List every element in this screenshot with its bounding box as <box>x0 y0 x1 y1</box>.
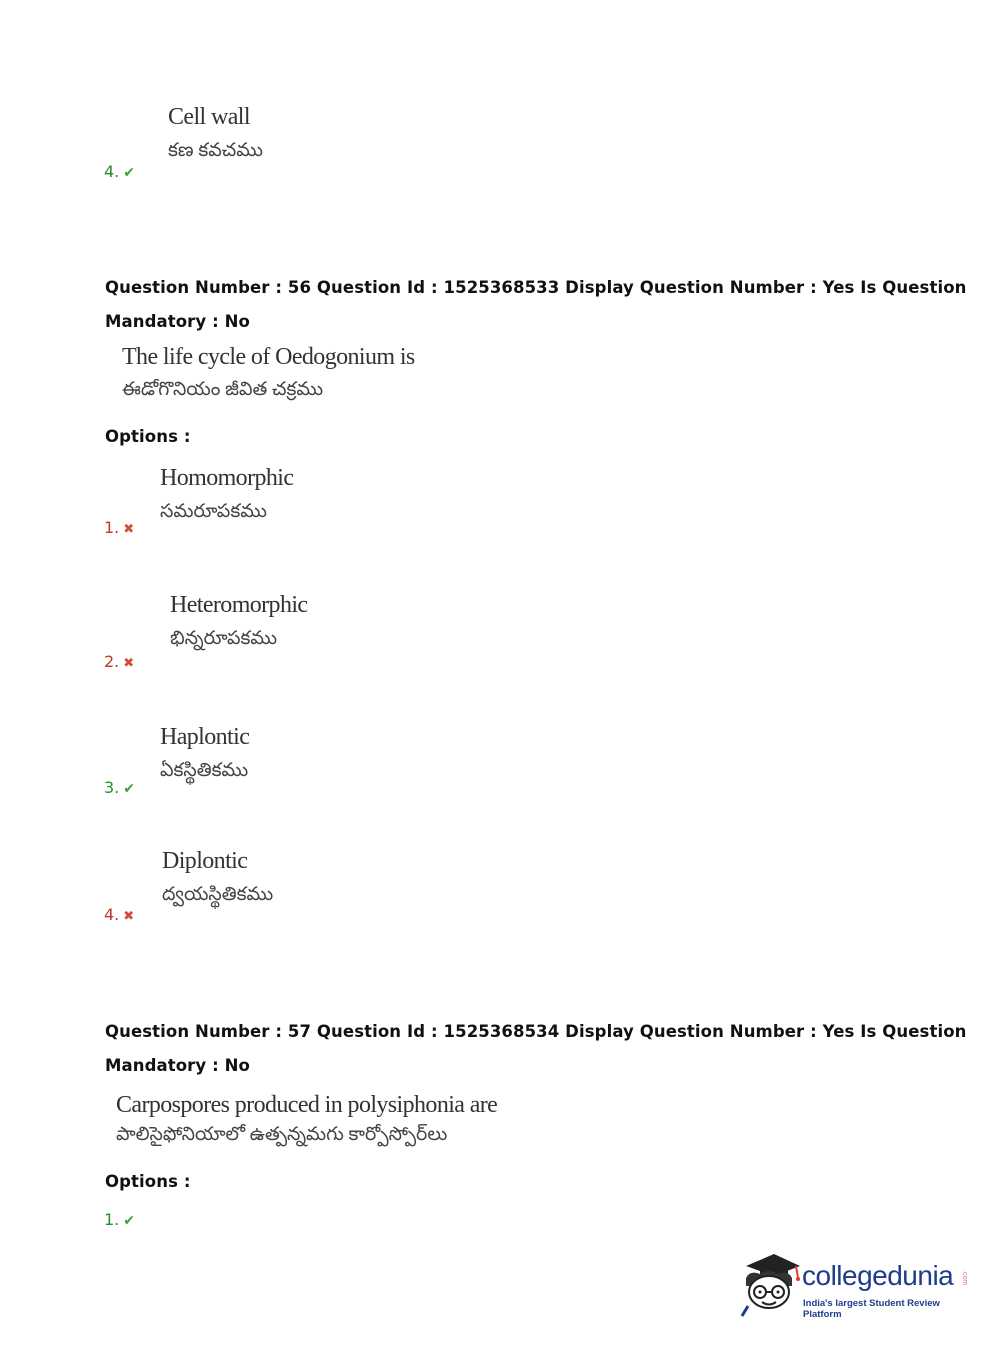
question-57-text-telugu: పాలిసైఫోనియాలో ఉత్పన్నమగు కార్పోస్పోర్‌లు <box>116 1124 448 1145</box>
q56-option-3-telugu: ఏకస్థితికము <box>160 760 249 781</box>
q56-option-2-english: Heteromorphic <box>170 592 308 618</box>
q56-option-2-number: 2. ✖ <box>104 652 135 671</box>
question-56-text-telugu: ఈడోగొనియం జీవిత చక్రము <box>122 379 324 400</box>
prev-option-4-english: Cell wall <box>168 104 250 130</box>
q56-option-3-english: Haplontic <box>160 724 250 750</box>
question-57-mandatory: Mandatory : No <box>105 1056 250 1075</box>
q56-option-4-number: 4. ✖ <box>104 905 135 924</box>
check-icon: ✔ <box>123 165 135 181</box>
q56-option-2-telugu: భిన్నరూపకము <box>170 628 278 649</box>
collegedunia-logo <box>738 1248 978 1322</box>
prev-option-4-telugu: కణ కవచము <box>168 140 263 161</box>
question-56-header: Question Number : 56 Question Id : 1525368533 Display Question Number : Yes Is Question <box>105 278 967 297</box>
q57-option-1-number: 1. ✔ <box>104 1210 135 1229</box>
cross-icon: ✖ <box>123 522 135 537</box>
q56-option-1-telugu: సమరూపకము <box>160 501 267 522</box>
question-56-mandatory: Mandatory : No <box>105 312 250 331</box>
q56-option-4-english: Diplontic <box>162 848 248 874</box>
check-icon: ✔ <box>123 781 135 797</box>
cross-icon: ✖ <box>123 656 135 671</box>
q56-option-1-number: 1. ✖ <box>104 518 135 537</box>
check-icon: ✔ <box>123 1213 135 1229</box>
question-57-text-english: Carpospores produced in polysiphonia are <box>116 1092 498 1118</box>
q56-option-4-telugu: ద్వయస్థితికము <box>162 884 274 905</box>
logo-name: collegedunia <box>802 1260 954 1291</box>
q56-option-1-english: Homomorphic <box>160 465 294 491</box>
mascot-icon <box>738 1248 802 1318</box>
logo-tagline: India's largest Student Review Platform <box>803 1298 940 1320</box>
cross-icon: ✖ <box>123 909 135 924</box>
question-57-options-label: Options : <box>105 1172 191 1191</box>
logo-suffix: .com <box>961 1270 968 1286</box>
question-57-header: Question Number : 57 Question Id : 1525368534 Display Question Number : Yes Is Question <box>105 1022 967 1041</box>
question-56-options-label: Options : <box>105 427 191 446</box>
prev-option-4-number: 4. ✔ <box>104 162 135 181</box>
question-56-text-english: The life cycle of Oedogonium is <box>122 344 415 370</box>
q56-option-3-number: 3. ✔ <box>104 778 135 797</box>
